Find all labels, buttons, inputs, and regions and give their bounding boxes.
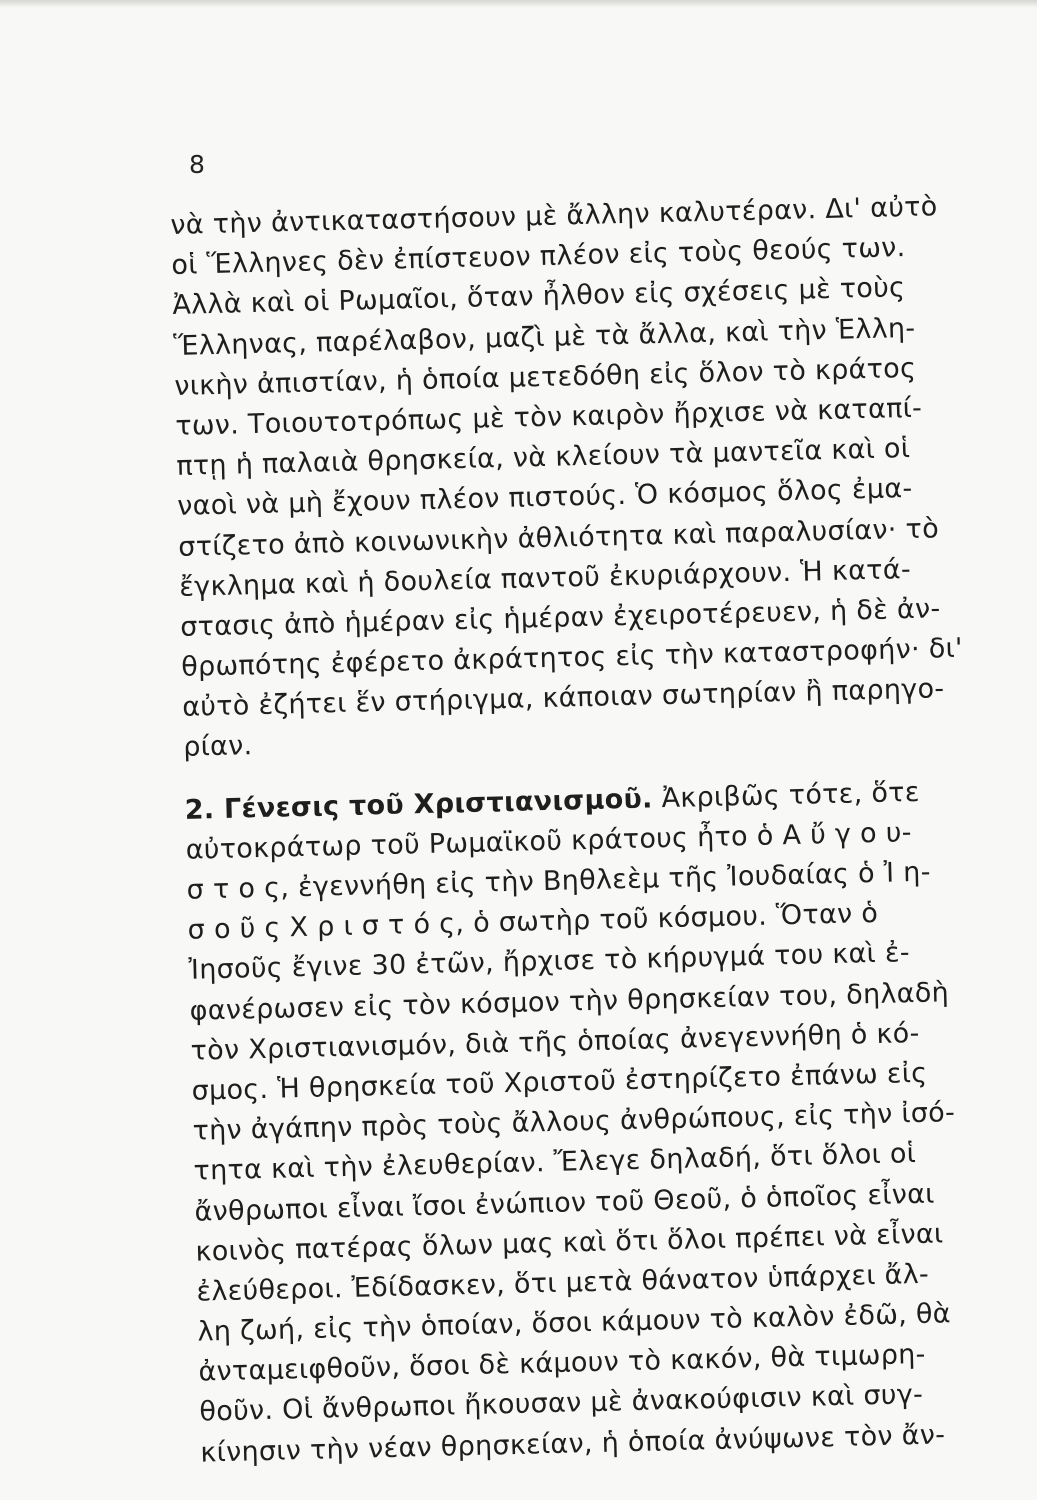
text-line: κίνησιν τὴν νέαν θρησκείαν, ἡ ὁποία ἀνύψωνε τὸν ἄν- (200, 1419, 946, 1469)
section-genesis-of-christianity (184, 771, 990, 1473)
text-line: αὐτοκράτωρ τοῦ Ρωμαϊκοῦ κράτους ἦτο ὁ Α ὔ γ ο υ- (185, 816, 913, 866)
text-line: οἱ Ἕλληνες δὲν ἐπίστευον πλέον εἰς τοὺς θεούς των. (171, 232, 906, 282)
text-line: Ἀλλὰ καὶ οἱ Ρωμαῖοι, ὅταν ἦλθον εἰς σχέσεις μὲ τοὺς (172, 272, 906, 322)
text-line: αὐτὸ ἐζήτει ἕν στήριγμα, κάποιαν σωτηρίαν ἢ παρηγο- (181, 673, 945, 724)
text-line: τὸν Χριστιανισμόν, διὰ τῆς ὁποίας ἀνεγεννήθη ὁ κό- (190, 1017, 920, 1067)
section-heading: 2. Γένεσις τοῦ Χριστιανισμοῦ. (184, 783, 654, 826)
text-line: στασις ἀπὸ ἡμέραν εἰς ἡμέραν ἐχειροτέρευεν, ἡ δὲ ἀν- (179, 593, 941, 643)
text-line: των. Τοιουτοτρόπως μὲ τὸν καιρὸν ἤρχισε νὰ καταπί- (175, 392, 923, 442)
paragraph-decline-of-religion (170, 187, 974, 769)
text-line: ἄνθρωποι εἶναι ἴσοι ἐνώπιον τοῦ Θεοῦ, ὁ ὁποῖος εἶναι (194, 1178, 936, 1228)
text-line: θρωπότης ἐφέρετο ἀκράτητος εἰς τὴν καταστροφήν· δι' (180, 632, 964, 683)
text-line: νικὴν ἀπιστίαν, ἡ ὁποία μετεδόθη εἰς ὅλον τὸ κράτος (174, 352, 917, 402)
text-line: σ τ ο ς, ἐγεννήθη εἰς τὴν Βηθλεὲμ τῆς Ἰουδαίας ὁ Ἰ η- (186, 856, 932, 906)
text-line: ρίαν. (182, 730, 253, 764)
text-line: Ἕλληνας, παρέλαβον, μαζὶ μὲ τὰ ἄλλα, καὶ τὴν Ἑλλη- (173, 312, 916, 362)
text-line: κοινὸς πατέρας ὅλων μας καὶ ὅτι ὅλοι πρέπει νὰ εἶναι (195, 1218, 944, 1268)
text-span: Ἀκριβῶς τότε, ὅτε (652, 776, 921, 815)
page-top-edge (0, 0, 1037, 8)
text-line: ἐλεύθεροι. Ἐδίδασκεν, ὅτι μετὰ θάνατον ὑπάρχει ἄλ- (196, 1258, 930, 1308)
text-line: τητα καὶ τὴν ἐλευθερίαν. Ἔλεγε δηλαδή, ὅτι ὅλοι οἱ (193, 1138, 917, 1188)
text-line: θοῦν. Οἱ ἄνθρωποι ἤκουσαν μὲ ἀνακούφισιν καὶ συγ- (199, 1379, 924, 1429)
text-line: λη ζωή, εἰς τὴν ὁποίαν, ὅσοι κάμουν τὸ καλὸν ἐδῶ, θὰ (197, 1298, 952, 1348)
text-line: πτῃ ἡ παλαιὰ θρησκεία, νὰ κλείουν τὰ μαντεῖα καὶ οἱ (175, 433, 911, 483)
text-line: σμος. Ἡ θρησκεία τοῦ Χριστοῦ ἐστηρίζετο ἐπάνω εἰς (191, 1057, 928, 1107)
body-text (170, 187, 991, 1474)
text-line: φανέρωσεν εἰς τὸν κόσμον τὴν θρησκείαν του, δηλαδὴ (189, 976, 950, 1027)
text-line: νὰ τὴν ἀντικαταστήσουν μὲ ἄλλην καλυτέραν. Δι' αὐτὸ (170, 191, 938, 241)
text-line: ναοὶ νὰ μὴ ἔχουν πλέον πιστούς. Ὁ κόσμος ὅλος ἐμα- (176, 473, 913, 523)
text-line: ἔγκλημα καὶ ἡ δουλεία παντοῦ ἐκυριάρχουν. Ἡ κατά- (178, 553, 912, 603)
text-line: σ ο ῦ ς Χ ρ ι σ τ ό ς, ὁ σωτὴρ τοῦ κόσμου. Ὅταν ὁ (187, 898, 879, 946)
text-line: τὴν ἀγάπην πρὸς τοὺς ἄλλους ἀνθρώπους, εἰς τὴν ἰσό- (192, 1097, 956, 1147)
text-line: Ἰησοῦς ἔγινε 30 ἐτῶν, ἤρχισε τὸ κήρυγμά του καὶ ἐ- (188, 937, 911, 987)
text-line: ἀνταμειφθοῦν, ὅσοι δὲ κάμουν τὸ κακόν, θὰ τιμωρη- (198, 1339, 927, 1388)
page-number: 8 (189, 150, 205, 179)
text-line: στίζετο ἀπὸ κοινωνικὴν ἀθλιότητα καὶ παραλυσίαν· τὸ (177, 512, 940, 563)
